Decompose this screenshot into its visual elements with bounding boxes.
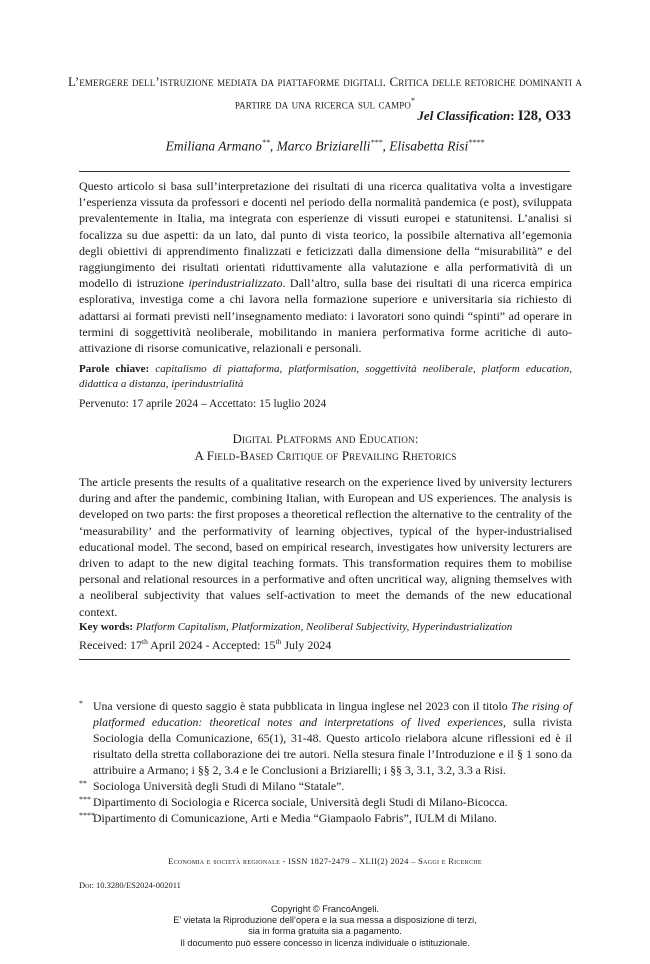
footnote-text: Una versione di questo saggio è stata pubblicata in lingua inglese nel 2023 con il titolo xyxy=(93,699,511,713)
dates-part: Received: 17 xyxy=(79,638,142,652)
footnote-mark: *** xyxy=(79,795,91,804)
ordinal-suffix: th xyxy=(141,637,148,646)
footnote xyxy=(79,810,572,826)
english-title-line: A Field-Based Critique of Prevailing Rhetorics xyxy=(194,448,457,463)
ordinal-suffix: th xyxy=(275,637,282,646)
author-mark: ** xyxy=(261,138,270,147)
author-mark: *** xyxy=(370,138,383,147)
italian-abstract-part: Questo articolo si basa sull’interpretazione dei risultati di una ricerca qualitativa volta a investigare l’esperienza vissuta da professori e docenti nel periodo della normalità pandemica (e post), sviluppata prevalentemente in Italia, ma integrata con esperienze di vissuti europei e statunitensi. L’analisi si focalizza su due aspetti: da un lato, dal punto di vista teorico, la possibile alternativa all’egemonia degli obiettivi di apprendimento finalizzati e feticizzati dalla dimensione della “misurabilità” e del raggiungimento dei risultati orientati riduttivamente alla valutazione e alla performatività di un modello di istruzione xyxy=(79,179,572,291)
doi: Doi: 10.3280/ES2024-002011 xyxy=(79,880,181,890)
jel-classification: Jel Classification: I28, O33 xyxy=(417,108,571,124)
english-keywords-text: Platform Capitalism, Platformization, Neoliberal Subjectivity, Hyperindustrialization xyxy=(135,621,513,633)
abstract-top-rule xyxy=(79,171,570,172)
footnote-text: Sociologa Università degli Studi di Milano “Statale”. xyxy=(93,779,345,793)
copyright-line: E’ vietata la Riproduzione dell’opera e la sua messa a disposizione di terzi, xyxy=(173,915,477,926)
footnote xyxy=(79,778,572,794)
author-name: Marco Briziarelli xyxy=(276,138,371,154)
english-title xyxy=(79,430,572,464)
author-name: Emiliana Armano xyxy=(165,138,262,154)
italian-abstract-part: . Dall’altro, sulla base dei risultati di una ricerca empirica esplorativa, investiga come a chi lavora nella formazione superiore e universitaria sia richiesto di adattarsi ai formati previsti nell’insegnamento mediato: i lavoratori sono quindi “spinti” ad operare in termini di soggettività neoliberale, mobilitando in maniera performativa forme acritiche di auto-attivazione di risorse comunicative, relazionali e personali. xyxy=(79,276,572,356)
english-title-line: Digital Platforms and Education: xyxy=(232,431,419,446)
italian-keywords-text: capitalismo di piattaforma, platformisation, soggettività neoliberale, platform education, didattica a distanza, iperindustrialità xyxy=(79,363,573,390)
italian-keywords-label: Parole chiave: xyxy=(79,363,150,375)
dates-part: July 2024 xyxy=(281,638,332,652)
english-abstract: The article presents the results of a qualitative research on the experience lived by university lecturers during and after the pandemic, combining Italian, with European and US experiences. The analysis is developed on two parts: the first proposes a theoretical reflection the alternative to the centrality of the ‘measurability’ and the performativity of learning objectives, typical of the hyper-industrialised educational model. The second, based on empirical research, investigates how university lecturers are driven to adapt to the new digital teaching formats. This transformation requires them to mobilise personal and relational resources in a performative and often uncritical way, aligning themselves with a neoliberal subjectivity that values self-activation to meet the demands of the new educational context. xyxy=(79,475,572,619)
abstract-bottom-rule xyxy=(79,659,570,660)
italian-title-text: L’emergere dell’istruzione mediata da piattaforme digitali. Critica delle retoriche dominanti a partire da una ricerca sul campo xyxy=(68,74,582,112)
english-keywords xyxy=(79,620,572,635)
copyright-line: Il documento può essere concesso in licenza individuale o istituzionale. xyxy=(180,937,470,948)
dates-part: April 2024 - Accepted: 15 xyxy=(147,638,276,652)
italian-keywords xyxy=(79,362,572,392)
footnote-text: Dipartimento di Sociologia e Ricerca sociale, Università degli Studi di Milano-Bicocca. xyxy=(93,795,508,809)
author-name: Elisabetta Risi xyxy=(389,138,469,154)
jel-codes: I28, O33 xyxy=(517,108,571,124)
copyright-line: sia in forma gratuita sia a pagamento. xyxy=(248,926,402,937)
footnote-mark: ** xyxy=(79,779,87,788)
authors-line: Emiliana Armano**, Marco Briziarelli***, Elisabetta Risi**** xyxy=(165,138,485,154)
italian-abstract-italic: iperindustrializzato xyxy=(188,276,283,291)
jel-label: Jel Classification xyxy=(417,108,511,123)
footnote-mark: * xyxy=(79,699,83,708)
title-footnote-mark: * xyxy=(411,96,416,105)
english-keywords-label: Key words: xyxy=(79,621,134,633)
english-dates xyxy=(79,637,331,653)
italian-dates: Pervenuto: 17 aprile 2024 – Accettato: 15 luglio 2024 xyxy=(79,398,327,410)
footnote xyxy=(79,698,572,778)
footnote-text: , sulla rivista Sociologia della Comunicazione, 65(1), 31-48. Questo articolo rielabora alcune riflessioni ed è il risultato della stretta collaborazione dei tre autori. Nella stesura finale l’Introduzione e il § 1 sono da attribuire a Armano; i §§ 2, 3.4 e le Conclusioni a Briziarelli; i §§ 3, 3.1, 3.2, 3.3 a Risi. xyxy=(93,715,572,777)
footnotes xyxy=(79,698,572,826)
journal-info: Economia e società regionale - ISSN 1827-2479 – XLII(2) 2024 – Saggi e Ricerche xyxy=(168,856,482,866)
copyright-line: Copyright © FrancoAngeli. xyxy=(271,904,379,914)
footnote-mark: **** xyxy=(79,811,95,820)
footnote xyxy=(79,794,572,810)
footnote-italic: The rising of platformed education: theoretical notes and interpretations of lived experiences xyxy=(93,699,572,729)
copyright-notice xyxy=(0,904,650,949)
footnote-text: Dipartimento di Comunicazione, Arti e Media “Giampaolo Fabris”, IULM di Milano. xyxy=(93,811,497,825)
author-mark: **** xyxy=(468,138,485,147)
italian-abstract xyxy=(79,178,572,356)
